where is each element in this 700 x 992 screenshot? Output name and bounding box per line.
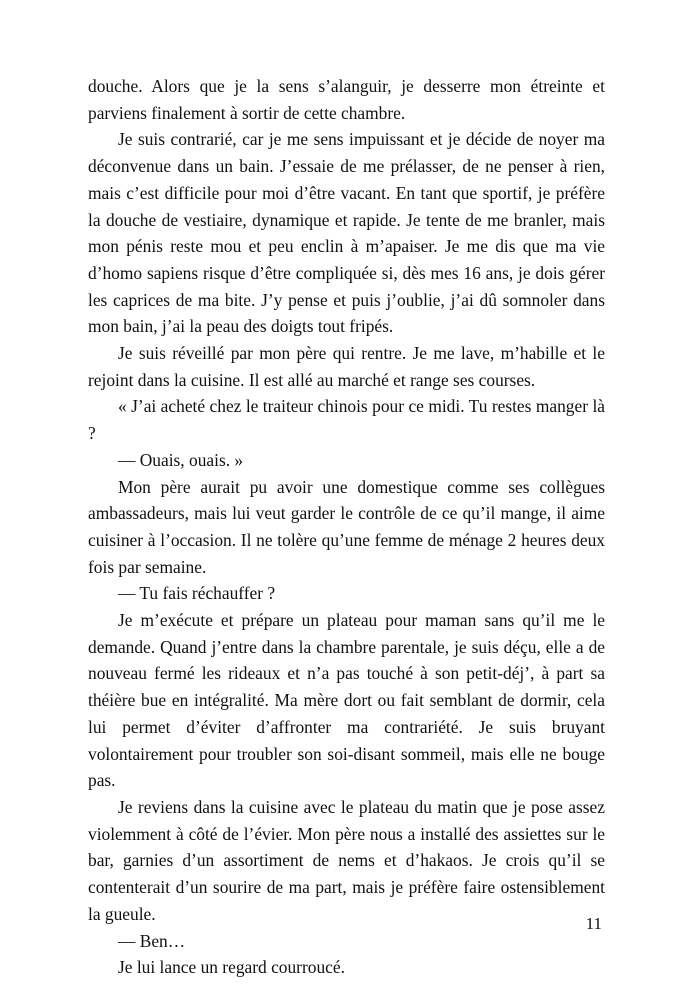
page-number: 11 (585, 914, 602, 933)
paragraph-8: Je m’exécute et prépare un plateau pour maman sans qu’il me le demande. Quand j’entre dans la chambre parentale, je suis déçu, elle a de nouveau fermé les rideaux et n’a pas touché à son petit-déj’, à part sa théière bue en intégralité. Ma mère dort ou fait semblant de dormir, cela lui permet d’éviter d’affronter ma contrariété. Je suis bruyant volontairement pour troubler son soi-disant sommeil, mais elle ne bouge pas. (88, 610, 605, 791)
paragraph-9: Je reviens dans la cuisine avec le plateau du matin que je pose assez violemment à côté de l’évier. Mon père nous a installé des assiettes sur le bar, garnies d’un assortiment de nems et d’hakaos. Je crois qu’il se contenterait d’un sourire de ma part, mais je préfère faire ostensiblement la gueule. (88, 796, 605, 924)
paragraph-1: douche. Alors que je la sens s’alanguir, je desserre mon étreinte et parviens finalement à sortir de cette chambre. (88, 76, 605, 123)
paragraph-2: Je suis contrarié, car je me sens impuissant et je décide de noyer ma déconvenue dans un bain. J’essaie de me prélasser, de ne penser à rien, mais c’est difficile pour moi d’être vacant. En tant que sportif, je préfère la douche de vestiaire, dynamique et rapide. Je tente de me branler, mais mon pénis reste mou et peu enclin à m’apaiser. Je me dis que ma vie d’homo sapiens risque d’être compliquée si, dès mes 16 ans, je dois gérer les caprices de ma bite. J’y pense et puis j’oublie, j’ai dû somnoler dans mon bain, j’ai la peau des doigts tout fripés. (88, 129, 605, 337)
paragraph-5: — Ouais, ouais. » (118, 449, 244, 470)
paragraph-6: Mon père aurait pu avoir une domestique comme ses collègues ambassadeurs, mais lui veut garder le contrôle de ce qu’il mange, il aime cuisiner à l’occasion. Il ne tolère qu’une femme de ménage 2 heures deux fois par semaine. (88, 476, 605, 577)
body-text (88, 73, 605, 981)
paragraph-11: Je lui lance un regard courroucé. (118, 957, 345, 978)
paragraph-4: « J’ai acheté chez le traiteur chinois pour ce midi. Tu restes manger là ? (88, 396, 605, 444)
paragraph-10: — Ben… (118, 930, 186, 951)
paragraph-7: — Tu fais réchauffer ? (118, 583, 276, 604)
paragraph-3: Je suis réveillé par mon père qui rentre. Je me lave, m’habille et le rejoint dans la cuisine. Il est allé au marché et range ses courses. (88, 343, 605, 390)
